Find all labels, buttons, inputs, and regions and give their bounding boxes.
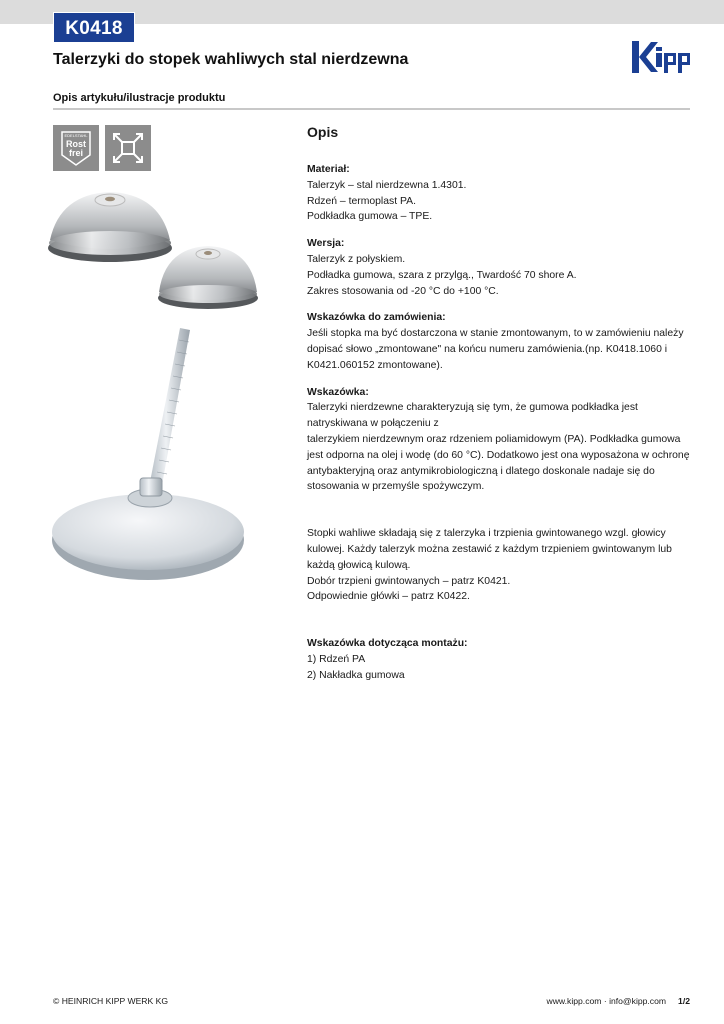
- kipp-logo: [631, 39, 691, 75]
- text-line: Talerzyk z połyskiem.: [307, 253, 406, 265]
- version-section: [307, 236, 707, 299]
- text-line: Podkładka gumowa – TPE.: [307, 211, 433, 223]
- feature-badges: [53, 125, 151, 171]
- divider: [53, 108, 690, 110]
- text-line: Talerzyk – stal nierdzewna 1.4301.: [307, 179, 467, 191]
- section-title: Wskazówka dotycząca montażu:: [307, 638, 468, 650]
- text-line: Odpowiednie główki – patrz K0422.: [307, 591, 470, 603]
- text-line: 2) Nakładka gumowa: [307, 669, 405, 681]
- swivel-arrows-icon: [105, 125, 151, 171]
- large-pad-image: [48, 192, 172, 262]
- text-line: Dobór trzpieni gwintowanych – patrz K0421.: [307, 575, 511, 587]
- footer-contact: [547, 996, 690, 1006]
- text-line: 1) Rdzeń PA: [307, 653, 366, 665]
- rost-frei-icon: [53, 125, 99, 171]
- text-line: kulowej. Każdy talerzyk można zestawić z każdym trzpieniem gwintowanym lub: [307, 543, 672, 555]
- product-illustration: [40, 180, 265, 600]
- order-note-section: [307, 310, 707, 373]
- section-title: Wskazówka:: [307, 386, 369, 398]
- section-subheading: Opis artykułu/ilustracje produktu: [53, 92, 226, 104]
- text-line: antybakteryjną oraz antymikrobiologiczną i dlatego doskonale nadaje się do: [307, 465, 655, 477]
- page-number: 1/2: [678, 996, 690, 1006]
- text-line: Rdzeń – termoplast PA.: [307, 195, 416, 207]
- note-section: [307, 385, 707, 496]
- text-line: Jeśli stopka ma być dostarczona w stanie zmontowanym, to w zamówieniu należy: [307, 328, 684, 340]
- rost-frei-line2: frei: [68, 148, 84, 158]
- page-title: Talerzyki do stopek wahliwych stal nierdzewna: [53, 51, 409, 68]
- text-line: talerzykiem nierdzewnym oraz rdzeniem poliamidowym (PA). Podkładka gumowa: [307, 433, 681, 445]
- material-section: [307, 162, 707, 225]
- text-line: Zakres stosowania od -20 °C do +100 °C.: [307, 285, 499, 297]
- text-line: Talerzyki nierdzewne charakteryzują się tym, że gumowa podkładka jest: [307, 402, 638, 414]
- rost-frei-caption: EDELSTAHL: [64, 133, 88, 138]
- text-line: Podładka gumowa, szara z przylgą., Twardość 70 shore A.: [307, 269, 577, 281]
- description-heading: Opis: [307, 124, 339, 140]
- section-title: Materiał:: [307, 164, 350, 175]
- copyright: © HEINRICH KIPP WERK KG: [53, 996, 169, 1006]
- website-email: www.kipp.com · info@kipp.com: [546, 996, 667, 1006]
- section-title: Wskazówka do zamówienia:: [307, 312, 446, 324]
- assembled-foot-image: [52, 328, 244, 580]
- text-line: stosowania w przemyśle spożywczym.: [307, 481, 485, 493]
- info-paragraph: [307, 526, 707, 605]
- text-line: Stopki wahliwe składają się z talerzyka i trzpienia gwintowanego wzgl. głowicy: [307, 528, 666, 540]
- description-panel: [307, 124, 707, 695]
- section-title: Wersja:: [307, 238, 345, 250]
- text-line: każdą głowicą kulową.: [307, 559, 411, 571]
- article-code-badge: K0418: [53, 12, 135, 43]
- text-line: jest odporna na olej i wodę (do 60 °C). Dodatkowo jest ona wyposażona w ochronę: [307, 449, 690, 461]
- small-pad-image: [158, 246, 258, 309]
- assembly-section: [307, 636, 707, 683]
- text-line: natryskiwana w połączeniu z: [307, 418, 439, 430]
- text-line: dopisać słowo „zmontowane" na końcu numeru zamówienia.(np. K0418.1060 i: [307, 343, 668, 355]
- text-line: K0421.060152 zmontowane).: [307, 359, 443, 371]
- rost-frei-line1: Rost: [66, 139, 86, 149]
